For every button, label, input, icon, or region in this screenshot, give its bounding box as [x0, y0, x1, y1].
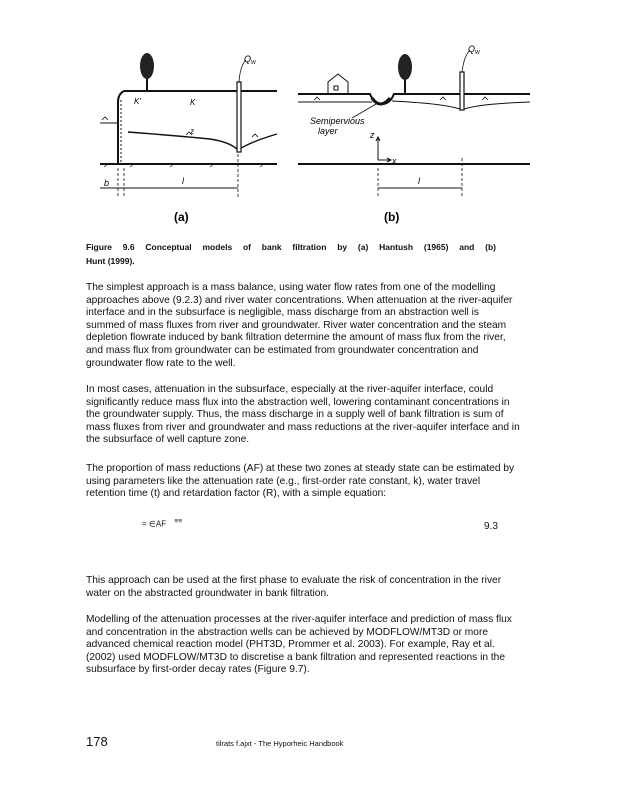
a-z-label: z — [190, 127, 194, 136]
caption-word: Hantush — [379, 242, 414, 252]
panel-a-diagram — [100, 60, 277, 198]
equation — [142, 518, 182, 529]
a-k2-label: K — [190, 98, 196, 107]
equation-number: 9.3 — [484, 521, 498, 532]
figure-9-6 — [90, 38, 530, 228]
caption-word: and — [459, 242, 475, 252]
a-l-label: l — [182, 176, 184, 186]
b-qw-sub: W — [475, 50, 480, 56]
b-x-label: x — [392, 156, 397, 166]
paragraph: This approach can be used at the first phase to evaluate the risk of concentration in the river water on the abstracted groundwater in bank filtration. — [86, 575, 502, 599]
figure-caption-line2: Hunt (1999). — [86, 256, 135, 266]
a-b-label: b — [104, 178, 110, 188]
caption-word: 9.6 — [122, 242, 135, 252]
paragraph: Modelling of the attenuation processes at the river-aquifer interface and prediction of mass flux and concentration in the abstraction wells can be achieved by MODFLOW/MT3D or more advanced chemical reaction model (PHT3D, Prommer et al. 2003). For example, Ray et al. (2002) used MODFLOW/MT3D to discretise a bank filtration and represented reactions in the subsurface by first-order decay rates (Figure 9.7). — [86, 614, 512, 676]
running-footer: tilrats f.ajxt - The Hyporheic Handbook — [216, 739, 344, 748]
caption-word: (b) — [485, 242, 496, 252]
a-k1-label: K' — [134, 97, 141, 106]
caption-word: models — [202, 242, 233, 252]
caption-word: bank — [261, 242, 282, 252]
page-number: 178 — [86, 734, 108, 749]
equation-body: = ∈AF — [142, 519, 167, 529]
caption-word: of — [242, 242, 252, 252]
b-l-label: l — [418, 176, 420, 186]
a-qw-label: Q — [244, 54, 252, 64]
b-layer-label: layer — [318, 126, 338, 136]
caption-word: (1965) — [423, 242, 449, 252]
panel-b-label: (b) — [384, 210, 400, 224]
caption-word: Conceptual — [145, 242, 192, 252]
a-qw-sub: W — [251, 60, 256, 66]
house-icon — [328, 74, 348, 94]
caption-word: Figure — [86, 242, 112, 252]
b-z-label: z — [370, 130, 375, 140]
tree-icon — [140, 53, 154, 91]
paragraph: In most cases, attenuation in the subsurface, especially at the river-aquifer interface, could significantly reduce mass flux into the abstraction well, lowering contaminant concentrations in the groundwater supply. Thus, the mass discharge in a supply well of bank filtration is sum of mass fluxes from river and groundwater and mass reductions at the river-aquifer interface and in the subsurface of well capture zone. — [86, 384, 520, 446]
paragraph: The simplest approach is a mass balance, using water flow rates from one of the modelling approaches above (9.2.3) and river water concentrations. When attenuation at the river-aquifer interface and in the subsurface is negligible, mass discharge from an abstraction well is summed of mass fluxes from river and groundwater. River water concentration and the steam depletion flowrate induced by bank filtration determine the amount of mass flux from the river, and mass flux from groundwater can be estimated from groundwater concentration and groundwater flow rate to the well. — [86, 282, 513, 369]
panel-a-label: (a) — [174, 210, 189, 224]
figure-caption — [86, 242, 496, 252]
figure-svg — [90, 38, 530, 228]
equation-sup: ≡≡ — [174, 518, 183, 525]
tree-icon — [398, 54, 412, 94]
b-qw-label: Q — [468, 44, 476, 54]
paragraph: The proportion of mass reductions (AF) at these two zones at steady state can be estimated by using parameters like the attenuation rate (e.g., first-order rate constant, k), water travel retention time (t) and retardation factor (R), with a simple equation: — [86, 463, 515, 500]
caption-word: (a) — [357, 242, 369, 252]
caption-word: by — [337, 242, 348, 252]
caption-word: filtration — [292, 242, 327, 252]
b-semipervious-label: Semipervious — [310, 116, 365, 126]
